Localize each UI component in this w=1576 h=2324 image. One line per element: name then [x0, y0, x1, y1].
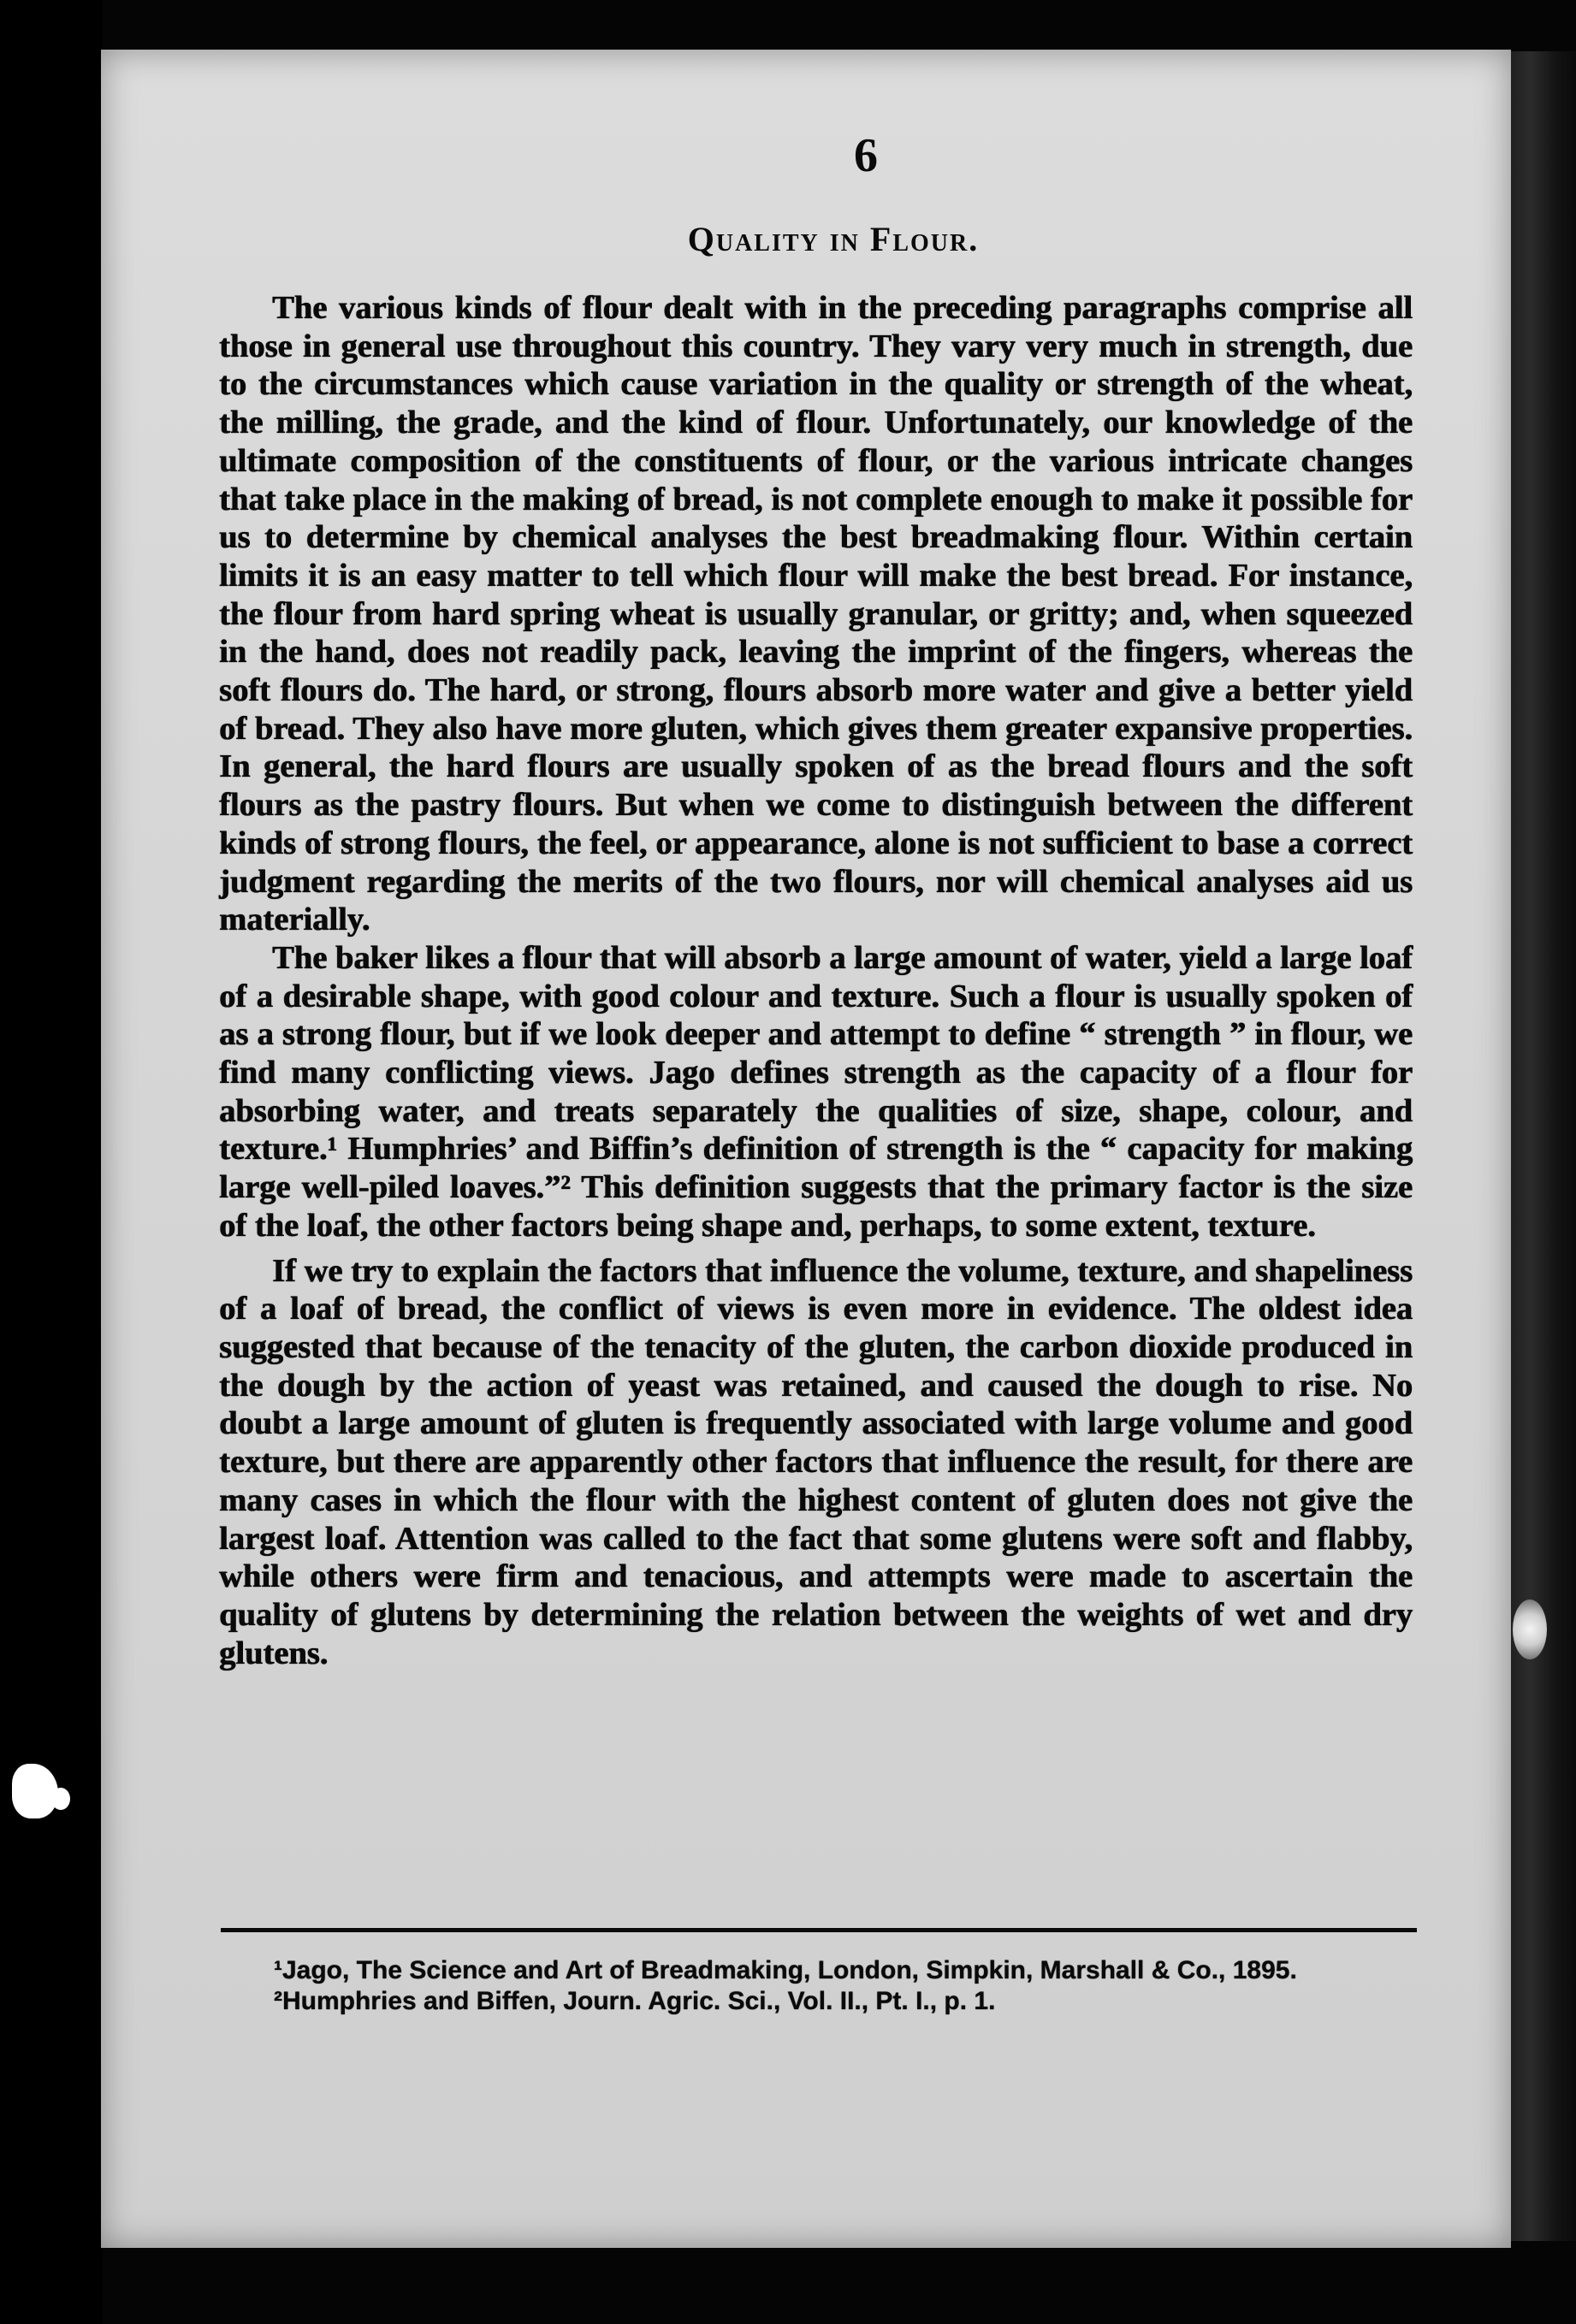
book-page: [101, 50, 1511, 2248]
book-spine-edge: [1506, 51, 1576, 2241]
footnotes: [221, 1955, 1414, 2017]
footnote-rule: [221, 1928, 1417, 1932]
paragraph-1: The various kinds of flour dealt with in the preceding paragraphs comprise all those in general use throughout this country. They vary very much in strength, due to the circumstances which cause variation in the quality or strength of the wheat, the milling, the grade, and the kind of flour. Unfortunately, our knowledge of the ultimate composition of the constituents of flour, or the various intricate changes that take place in the making of bread, is not complete enough to make it possible for us to determine by chemical analyses the best breadmaking flour. Within certain limits it is an easy matter to tell which flour will make the best bread. For instance, the flour from hard spring wheat is usually granular, or gritty; and, when squeezed in the hand, does not readily pack, leaving the imprint of the fingers, whereas the soft flours do. The hard, or strong, flours absorb more water and give a better yield of bread. They also have more gluten, which gives them greater expansive properties. In general, the hard flours are usually spoken of as the bread flours and the soft flours as the pastry flours. But when we come to distinguish between the different kinds of strong flours, the feel, or appearance, alone is not sufficient to base a correct judgment regarding the merits of the two flours, nor will chemical analyses aid us materially.: [219, 290, 1413, 938]
body-text: [219, 289, 1413, 1672]
paragraph-3: If we try to explain the factors that influence the volume, texture, and shapeliness of a loaf of bread, the conflict of views is even more in evidence. The oldest idea suggested that because of the tenacity of the gluten, the carbon dioxide produced in the dough by the action of yeast was retained, and caused the dough to rise. No doubt a large amount of gluten is frequently associated with large volume and good texture, but there are apparently other factors that influence the result, for there are many cases in which the flour with the highest content of gluten does not give the largest loaf. Attention was called to the fact that some glutens were soft and flabby, while others were firm and tenacious, and attempts were made to ascertain the quality of glutens by determining the relation between the weights of wet and dry glutens.: [219, 1252, 1413, 1671]
footnote-2: ²Humphries and Biffen, Journ. Agric. Sci., Vol. II., Pt. I., p. 1.: [274, 1987, 996, 2015]
scan-artifact-spot: [1513, 1600, 1547, 1659]
page-number: 6: [854, 129, 878, 182]
scan-artifact-speck: [51, 1788, 70, 1810]
section-heading: Quality in Flour.: [687, 220, 980, 258]
footnote-1: ¹Jago, The Science and Art of Breadmaking, London, Simpkin, Marshall & Co., 1895.: [274, 1956, 1297, 1984]
paragraph-2: The baker likes a flour that will absorb a large amount of water, yield a large loaf of a desirable shape, with good colour and texture. Such a flour is usually spoken of as a strong flour, but if we look deeper and attempt to define “ strength ” in flour, we find many conflicting views. Jago defines strength as the capacity of a flour for absorbing water, and treats separately the qualities of size, shape, colour, and texture.¹ Humphries’ and Biffin’s definition of strength is the “ capacity for making large well-piled loaves.”² This definition suggests that the primary factor is the size of the loaf, the other factors being shape and, perhaps, to some extent, texture.: [219, 939, 1413, 1244]
scan-left-margin: [0, 0, 103, 2324]
